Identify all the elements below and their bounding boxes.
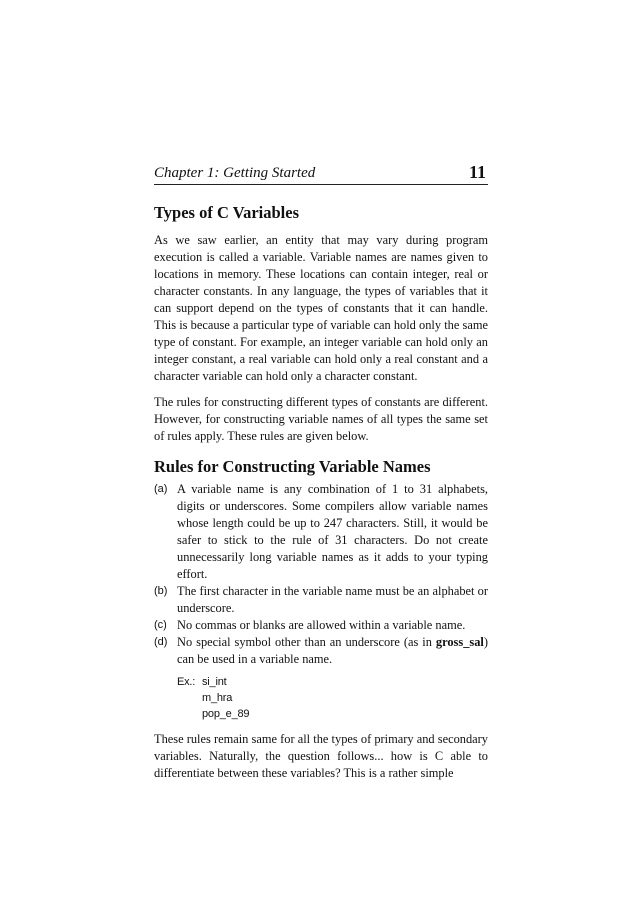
- rule-text: The first character in the variable name must be an alphabet or underscore.: [177, 584, 488, 615]
- book-page: [154, 160, 488, 782]
- rule-item-d: [154, 634, 488, 668]
- rule-item-a: [154, 481, 488, 583]
- example-row: [177, 674, 488, 690]
- rule-marker: (d): [154, 636, 168, 648]
- section-heading-rules: Rules for Constructing Variable Names: [154, 457, 431, 476]
- section-heading-types: Types of C Variables: [154, 203, 300, 222]
- example-item: pop_e_89: [202, 708, 250, 720]
- rule-text: No commas or blanks are allowed within a variable name.: [177, 618, 466, 632]
- paragraph-closing: These rules remain same for all the types of primary and secondary variables. Naturally, the question follows... how is C able to differentiate between these variables? This is a rather simple: [154, 732, 488, 780]
- example-item: si_int: [202, 676, 227, 688]
- page-number: 11: [468, 162, 486, 182]
- rule-marker: (c): [154, 619, 167, 631]
- paragraph-rules-intro: The rules for constructing different types of constants are different. However, for constructing variable names of all types the same set of rules apply. These rules are given below.: [154, 395, 488, 443]
- rule-item-c: [154, 617, 488, 634]
- rule-text-bold: gross_sal: [435, 635, 484, 649]
- examples-label: Ex.:: [177, 676, 196, 688]
- rules-list: [154, 481, 488, 668]
- rule-text: A variable name is any combination of 1 to 31 alphabets, digits or underscores. Some compilers allow variable names whose length could be up to 247 characters. Still, it would be safer to stick to the rule of 31 characters. Do not create unnecessarily long variable names as it adds to your typing effort.: [177, 482, 488, 581]
- examples-block: [177, 674, 488, 722]
- example-row: [177, 706, 488, 722]
- rule-item-b: [154, 583, 488, 617]
- rule-marker: (b): [154, 585, 168, 597]
- rule-text-before: No special symbol other than an underscore (as in: [177, 635, 436, 649]
- example-item: m_hra: [202, 692, 233, 704]
- chapter-title: Chapter 1: Getting Started: [154, 165, 316, 181]
- rule-marker: (a): [154, 483, 168, 495]
- page-header: [154, 160, 488, 185]
- paragraph-variables-intro: As we saw earlier, an entity that may vary during program execution is called a variable. Variable names are names given to locations in memory. These locations can contain integer, real or character constants. In any language, the types of variables that it can support depend on the types of constants that it can handle. This is because a particular type of variable can hold only the same type of constant. For example, an integer variable can hold only an integer constant, a real variable can hold only a real constant and a character variable can hold only a character constant.: [154, 233, 488, 383]
- rule-text-after: ) can be used in a variable name.: [177, 635, 488, 666]
- example-row: [177, 690, 488, 706]
